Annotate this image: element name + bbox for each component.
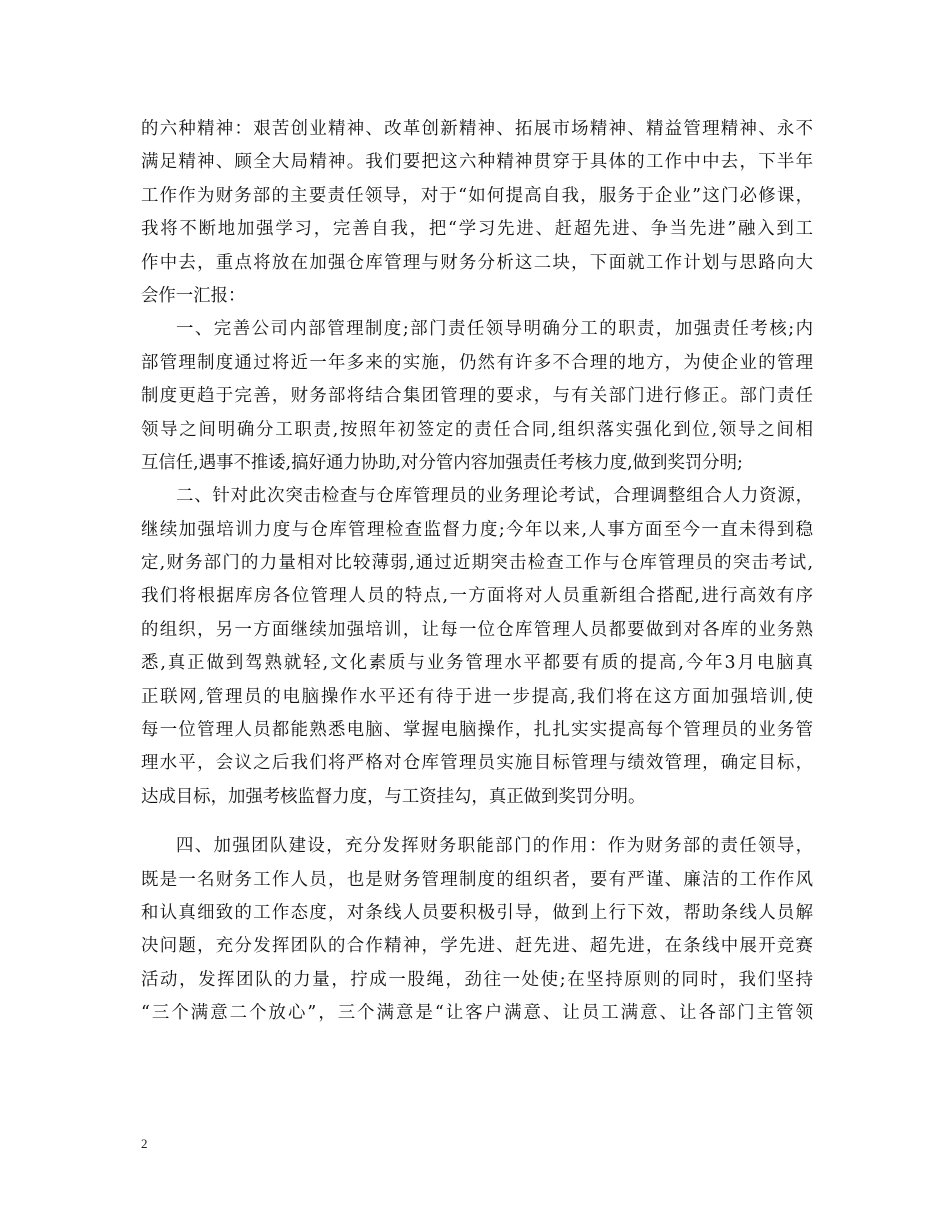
text-line: 领导之间明确分工职责,按照年初签定的责任合同,组织落实强化到位,领导之间相 <box>141 419 813 440</box>
paragraph-3 <box>141 480 813 814</box>
text-line: 会作一汇报： <box>141 285 246 306</box>
text-line: 和认真细致的工作态度，对条线人员要积极引导，做到上行下效，帮助条线人员解 <box>141 902 813 923</box>
text-line: 正联网,管理员的电脑操作水平还有待于进一步提高,我们将在这方面加强培训,使 <box>141 686 813 707</box>
text-line: 悉,真正做到驾熟就轻,文化素质与业务管理水平都要有质的提高,今年3月电脑真 <box>141 653 813 674</box>
text-line: “三个满意二个放心”，三个满意是“让客户满意、让员工满意、让各部门主管领 <box>141 1003 813 1024</box>
text-line: 继续加强培训力度与仓库管理检查监督力度;今年以来,人事方面至今一直未得到稳 <box>141 519 813 540</box>
paragraph-gap <box>141 814 813 830</box>
document-body <box>141 113 813 1031</box>
paragraph-1 <box>141 113 813 313</box>
text-line: 部管理制度通过将近一年多来的实施，仍然有许多不合理的地方，为使企业的管理 <box>141 352 813 373</box>
text-line: 既是一名财务工作人员，也是财务管理制度的组织者，要有严谨、廉洁的工作作风 <box>141 869 813 890</box>
text-line: 制度更趋于完善，财务部将结合集团管理的要求，与有关部门进行修正。部门责任 <box>141 386 813 407</box>
paragraph-2 <box>141 313 813 480</box>
text-line: 定,财务部门的力量相对比较薄弱,通过近期突击检查工作与仓库管理员的突击考试, <box>141 553 813 574</box>
text-line: 每一位管理人员都能熟悉电脑、掌握电脑操作，扎扎实实提高每个管理员的业务管 <box>141 720 813 741</box>
text-line: 一、完善公司内部管理制度;部门责任领导明确分工的职责，加强责任考核;内 <box>176 319 813 340</box>
text-line: 满足精神、顾全大局精神。我们要把这六种精神贯穿于具体的工作中中去，下半年 <box>141 152 813 173</box>
text-line: 作中去，重点将放在加强仓库管理与财务分析这二块，下面就工作计划与思路向大 <box>141 252 813 273</box>
text-line: 决问题，充分发挥团队的合作精神，学先进、赶先进、超先进，在条线中展开竞赛 <box>141 936 813 957</box>
text-line: 的组织，另一方面继续加强培训，让每一位仓库管理人员都要做到对各库的业务熟 <box>141 619 813 640</box>
text-line: 互信任,遇事不推诿,搞好通力协助,对分管内容加强责任考核力度,做到奖罚分明; <box>141 452 743 473</box>
text-line: 我将不断地加强学习，完善自我，把“学习先进、赶超先进、争当先进”融入到工 <box>141 219 813 240</box>
text-line: 四、加强团队建设，充分发挥财务职能部门的作用：作为财务部的责任领导， <box>176 836 813 857</box>
paragraph-4 <box>141 830 813 1030</box>
text-line: 活动，发挥团队的力量，拧成一股绳，劲往一处使;在坚持原则的同时，我们坚持 <box>141 969 813 990</box>
text-line: 理水平，会议之后我们将严格对仓库管理员实施目标管理与绩效管理，确定目标， <box>141 753 813 774</box>
text-line: 二、针对此次突击检查与仓库管理员的业务理论考试，合理调整组合人力资源， <box>176 486 813 507</box>
text-line: 达成目标，加强考核监督力度，与工资挂勾，真正做到奖罚分明。 <box>141 786 646 807</box>
text-line: 的六种精神：艰苦创业精神、改革创新精神、拓展市场精神、精益管理精神、永不 <box>141 119 813 139</box>
page-number: 2 <box>141 1136 148 1151</box>
text-line: 工作作为财务部的主要责任领导，对于“如何提高自我，服务于企业”这门必修课， <box>141 185 813 206</box>
text-line: 我们将根据库房各位管理人员的特点,一方面将对人员重新组合搭配,进行高效有序 <box>141 586 813 607</box>
